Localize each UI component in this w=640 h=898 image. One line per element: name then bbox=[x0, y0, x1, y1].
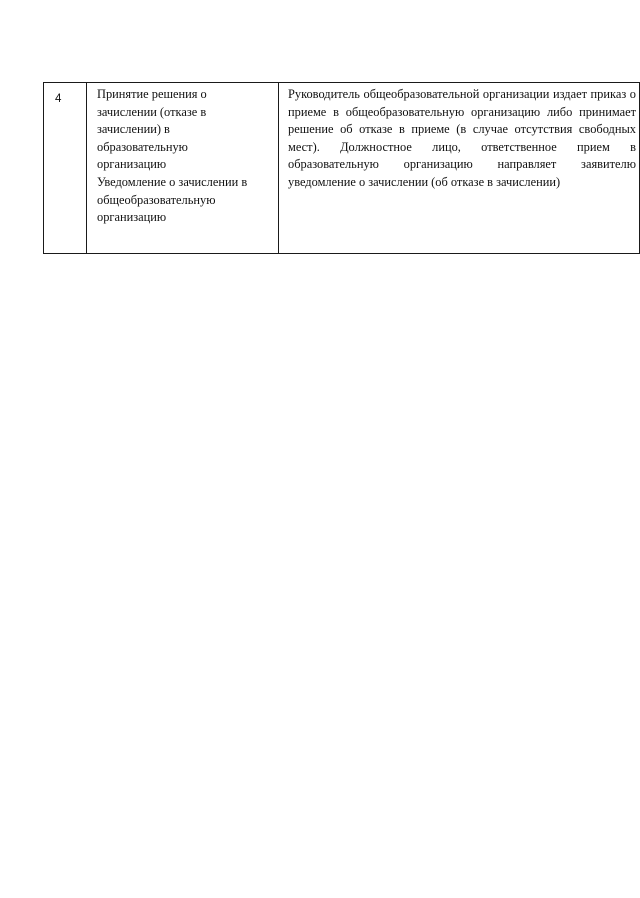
step-number-cell bbox=[44, 83, 87, 254]
step-number: 4 bbox=[55, 92, 62, 105]
procedure-table bbox=[43, 82, 640, 254]
table-row bbox=[44, 83, 640, 254]
step-name-cell bbox=[87, 83, 279, 254]
step-description: Руководитель общеобразовательной организации издает приказ о приеме в общеобразовательную организацию либо принимает решение об отказе в приеме (в случае отсутствия свободных мест). Должностное лицо, ответственное прием в образовательную организацию направляет заявителю уведомление о зачислении (об отказе в зачислении) bbox=[288, 87, 636, 189]
step-name: Принятие решения о зачислении (отказе в зачислении) в образовательную организацию Уведомление о зачислении в общеобразовательную организацию bbox=[97, 87, 248, 225]
step-description-cell bbox=[279, 83, 640, 254]
